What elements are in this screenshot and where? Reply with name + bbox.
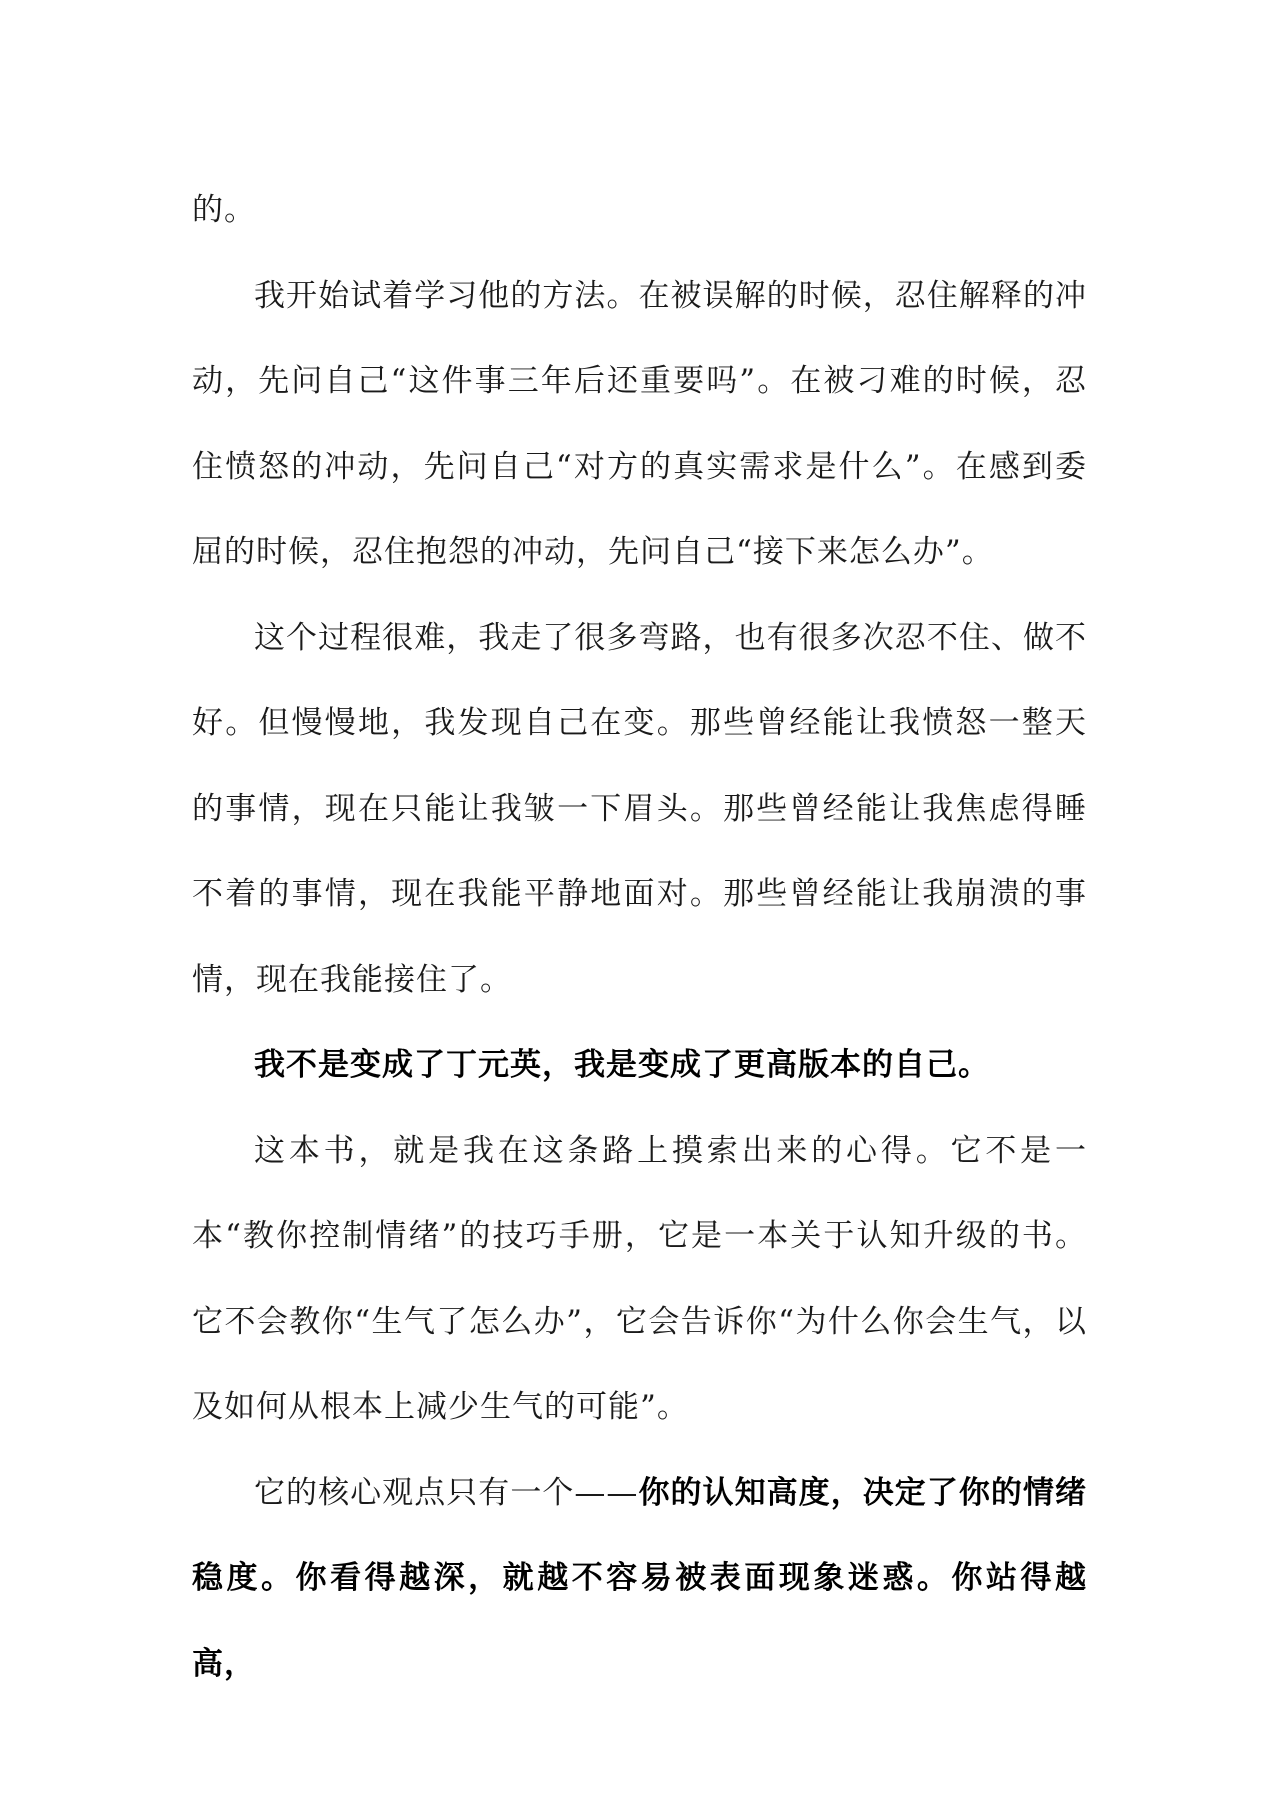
paragraph-learning-method [192, 254, 1087, 596]
bold-core-idea: 你的认知高度，决定了你的情绪稳度。你看得越深，就越不容易被表面现象迷惑。你站得越高， [192, 1474, 1088, 1682]
paragraph-core-idea [192, 1451, 1087, 1708]
paragraph-text: 它的核心观点只有一个—— [254, 1474, 639, 1511]
paragraph-continuation [192, 168, 1087, 254]
paragraph-text: 这本书，就是我在这条路上摸索出来的心得。它不是一本“教你控制情绪”的技巧手册，它是一本关于认知升级的书。它不会教你“生气了怎么办”，它会告诉你“为什么你会生气，以及如何从根本上减少生气的可能”。 [192, 1132, 1087, 1425]
paragraph-key-statement [192, 1023, 1087, 1109]
document-body [192, 168, 1087, 1707]
paragraph-gradual-change [192, 596, 1087, 1024]
paragraph-text: 这个过程很难，我走了很多弯路，也有很多次忍不住、做不好。但慢慢地，我发现自己在变。那些曾经能让我愤怒一整天的事情，现在只能让我皱一下眉头。那些曾经能让我焦虑得睡不着的事情，现在我能平静地面对。那些曾经能让我崩溃的事情，现在我能接住了。 [192, 619, 1087, 998]
paragraph-text: 我开始试着学习他的方法。在被误解的时候，忍住解释的冲动，先问自己“这件事三年后还重要吗”。在被刁难的时候，忍住愤怒的冲动，先问自己“对方的真实需求是什么”。在感到委屈的时候，忍住抱怨的冲动，先问自己“接下来怎么办”。 [192, 277, 1087, 570]
bold-statement: 我不是变成了丁元英，我是变成了更高版本的自己。 [254, 1047, 990, 1083]
paragraph-text: 的。 [192, 192, 256, 228]
paragraph-book-intro [192, 1109, 1087, 1451]
